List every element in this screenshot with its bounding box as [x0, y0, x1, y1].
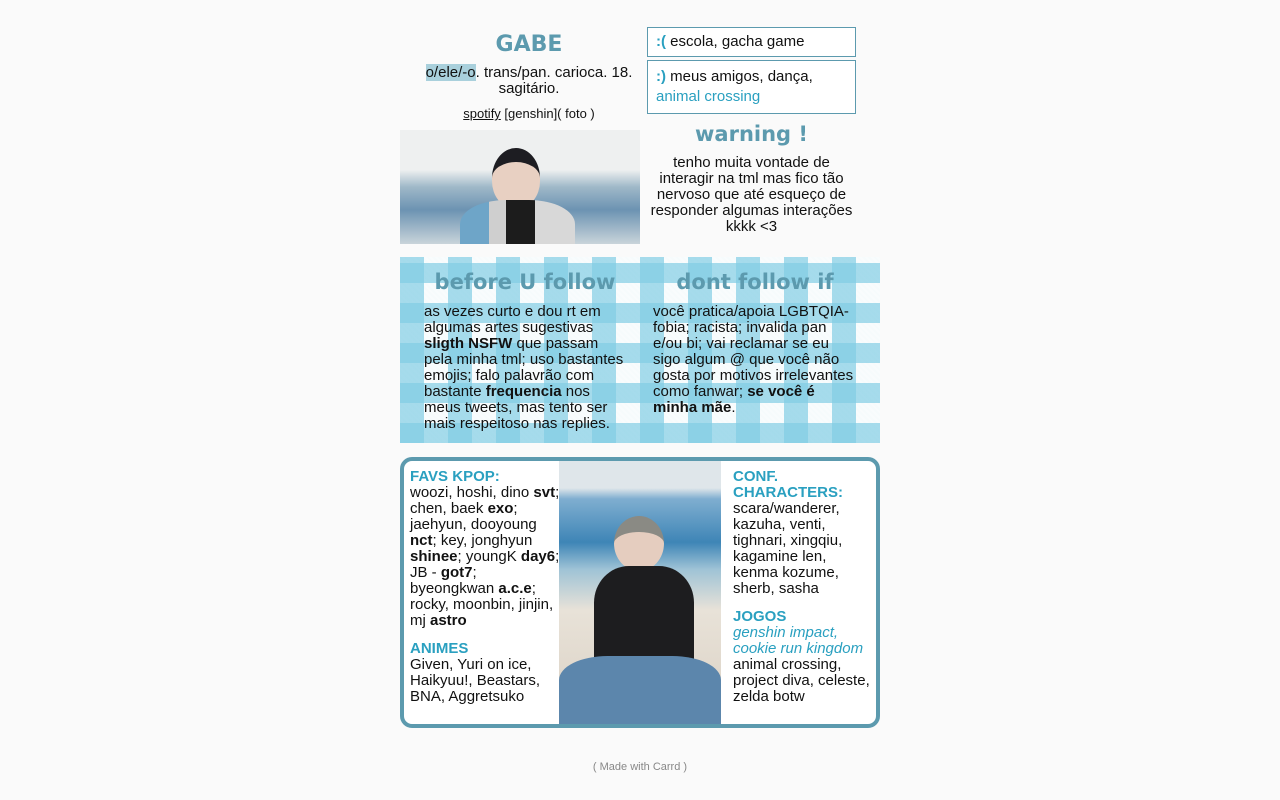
text: nos meus tweets, mas tento ser mais respeitoso nas replies. — [424, 383, 610, 432]
group-name: astro — [430, 612, 467, 629]
photo-face — [492, 148, 540, 208]
characters-section — [733, 469, 875, 705]
photo-body — [460, 200, 575, 244]
profile-bio — [418, 65, 640, 97]
likes-accent: animal crossing — [656, 88, 761, 105]
animes-list: Given, Yuri on ice, Haikyuu!, Beastars, BNA, Aggretsuko — [410, 656, 541, 705]
group-name: shinee — [410, 548, 458, 565]
profile-name: GABE — [495, 32, 563, 57]
dont-follow-title: dont follow if — [676, 270, 834, 294]
profile-photo — [400, 130, 640, 244]
kpop-list — [410, 485, 560, 629]
text: você pratica/apoia LGBTQIA-fobia; racista; invalida pan e/ou bi; vai reclamar se eu sigo algum @ que você não gosta por motivos irrelevantes como fanwar; — [653, 303, 854, 400]
made-with-carrd-link[interactable]: ( Made with Carrd ) — [592, 761, 688, 773]
group-name: day6 — [520, 548, 556, 565]
group-name: exo — [487, 500, 514, 517]
spotify-link[interactable]: spotify — [463, 106, 501, 121]
sad-emoticon: :( — [656, 33, 666, 50]
pronouns: o/ele/-o — [425, 64, 476, 81]
member-names: ; key, jonghyun — [432, 532, 533, 549]
member-names: ; JB - — [410, 548, 560, 581]
bold-text: sligth NSFW — [424, 335, 513, 352]
warning-text: tenho muita vontade de interagir na tml mas fico tão nervoso que até esqueço de responder algumas interações kkkk <3 — [650, 154, 853, 235]
profile-links — [400, 106, 658, 122]
member-names: ; byeongkwan — [410, 564, 499, 597]
photo-jeans — [559, 656, 721, 728]
bio-text: . trans/pan. carioca. 18. sagitário. — [475, 64, 633, 97]
characters-list: scara/wanderer, kazuha, venti, tighnari, xingqiu, kagamine len, kenma kozume, sherb, sasha — [733, 500, 843, 597]
genshin-foto-text[interactable]: [genshin]( foto ) — [500, 106, 595, 121]
text: . — [731, 399, 736, 416]
dislikes-box — [647, 27, 856, 57]
favorites-photo — [559, 461, 721, 728]
likes-text: meus amigos, dança, — [666, 68, 813, 85]
member-names: ; rocky, moonbin, jinjin, mj — [410, 580, 554, 629]
kpop-section — [410, 469, 560, 705]
games-accent: genshin impact, cookie run kingdom — [733, 624, 864, 657]
before-follow-title: before U follow — [434, 270, 616, 294]
warning-title: warning ! — [695, 122, 808, 146]
member-names: ; chen, baek — [410, 484, 560, 517]
games-list: animal crossing, project diva, celeste, zelda botw — [733, 656, 870, 705]
games-title: JOGOS — [733, 608, 787, 625]
member-names: ; jaehyun, dooyoung — [410, 500, 537, 533]
happy-emoticon: :) — [656, 68, 666, 85]
characters-title: CONF. CHARACTERS: — [733, 468, 843, 501]
group-name: a.c.e — [498, 580, 532, 597]
favorites-card — [400, 457, 880, 728]
dislikes-text: escola, gacha game — [666, 33, 805, 50]
before-follow-text — [424, 304, 629, 432]
member-names: ; youngK — [457, 548, 521, 565]
kpop-title: FAVS KPOP: — [410, 468, 500, 485]
text: as vezes curto e dou rt em algumas artes sugestivas — [424, 303, 601, 336]
bold-text: se você é minha mãe — [653, 383, 815, 416]
member-names: woozi, hoshi, dino — [410, 484, 534, 501]
group-name: nct — [410, 532, 433, 549]
photo-face — [614, 516, 664, 571]
text: que passam pela minha tml; uso bastantes emojis; falo palavrão com bastante — [424, 335, 624, 400]
group-name: got7 — [440, 564, 473, 581]
group-name: svt — [533, 484, 556, 501]
bold-text: frequencia — [485, 383, 562, 400]
likes-box — [647, 60, 856, 114]
animes-title: ANIMES — [410, 640, 469, 657]
dont-follow-text — [653, 304, 858, 416]
